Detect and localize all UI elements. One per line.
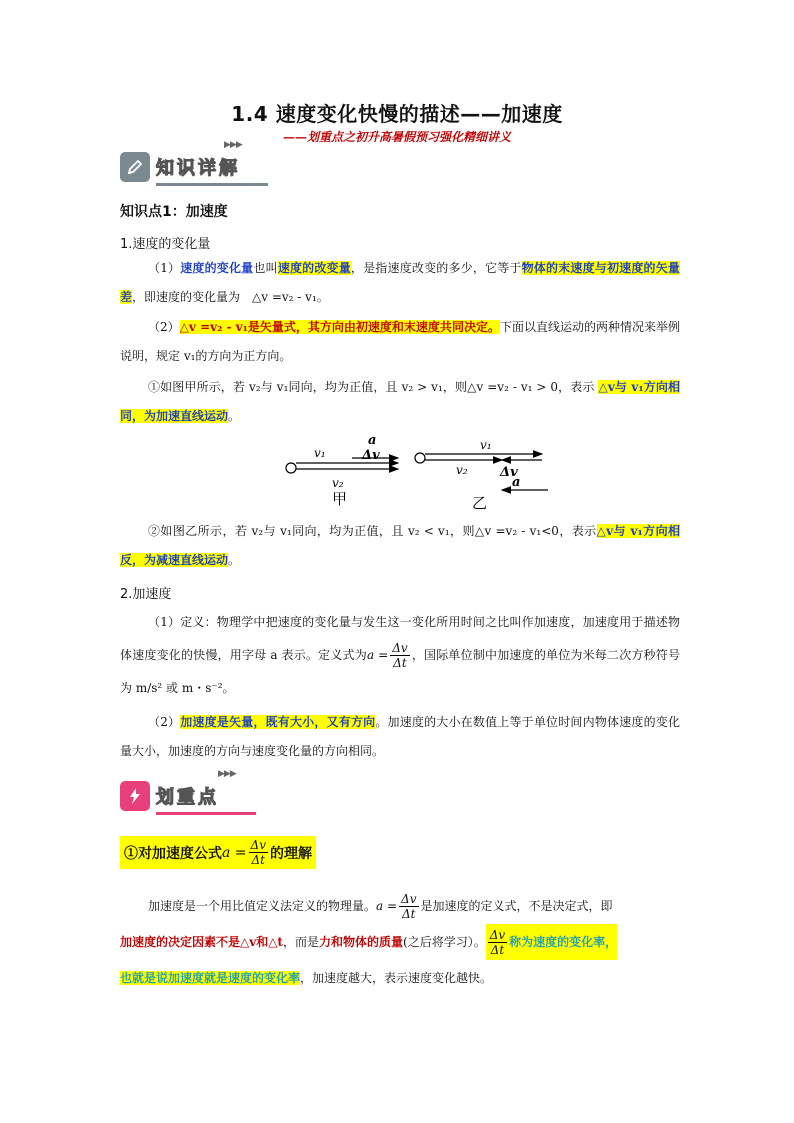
emphasis-banner	[120, 769, 236, 813]
arrows-icon: ▶▶▶	[224, 140, 242, 150]
emphasis-paragraph: 加速度是一个用比值定义法定义的物理量。a = $\frac{\Delta v}{\Delta t}$ 是加速度的定义式，不是决定式，即 加速度的决定因素不是△v和△t，而是力和物体的质量(之后将学习）。 $\frac{\Delta v}{\Delta t}$ 称为速度的变化率， 也就是说加速度就是速度的变化率，加速度越大，表示速度变化越快。	[120, 892, 618, 985]
velocity-diagram	[280, 432, 550, 518]
knowledge-banner-label: 知识详解	[156, 158, 240, 179]
fraction-dv-dt: $\frac{\Delta v}{\Delta t}$	[392, 641, 408, 670]
fraction-dv-dt: $\frac{\Delta v}{\Delta t}$	[401, 892, 417, 921]
ball-right	[415, 453, 425, 463]
label-dv-left: Δv	[362, 448, 380, 463]
fraction-dv-dt: $\frac{\Delta v}{\Delta t}$	[489, 928, 506, 957]
banner-underline	[156, 812, 256, 815]
label-v2-left: v₂	[332, 476, 344, 490]
lightning-icon	[120, 781, 150, 811]
label-dv-right: Δv	[500, 465, 518, 480]
knowledge-point-heading: 知识点1：加速度	[120, 204, 228, 220]
page-title: 1.4 速度变化快慢的描述——加速度	[231, 102, 563, 126]
emphasis-banner-label: 划重点	[156, 787, 219, 808]
formula-understanding-box: ①对加速度公式 a = $\frac{\Delta v}{\Delta t}$ 的理解	[120, 836, 316, 869]
fraction-dv-dt: $\frac{\Delta v}{\Delta t}$	[250, 838, 266, 867]
label-v1-right: v₁	[480, 438, 492, 452]
section1-paragraph-3: ①如图甲所示，若 v₂与 v₁同向，均为正值，且 v₂ > v₁，则△v =v₂ - v₁ > 0，表示 △v与 v₁方向相同，为加速直线运动。	[120, 380, 680, 423]
pencil-icon	[120, 152, 150, 182]
section1-paragraph-1: （1）速度的变化量也叫速度的改变量，是指速度改变的多少，它等于物体的末速度与初速度的矢量差，即速度的变化量为 △v =v₂ - v₁。	[120, 261, 680, 304]
label-a-right: a	[512, 475, 521, 490]
section1-heading: 1.速度的变化量	[120, 237, 211, 252]
velocity-diagram-svg	[280, 432, 550, 514]
arrows-icon: ▶▶▶	[218, 769, 236, 779]
caption-right: 乙	[472, 494, 488, 512]
rate-of-change-highlight: $\frac{\Delta v}{\Delta t}$ 称为速度的变化率，	[486, 924, 617, 960]
section1-paragraph-2: （2）△v =v₂ - v₁是矢量式，其方向由初速度和末速度共同决定。下面以直线运动的两种情况来举例说明，规定 v₁的方向为正方向。	[120, 320, 680, 363]
section2-heading: 2.加速度	[120, 587, 172, 602]
label-a-left: a	[368, 433, 377, 448]
page-subtitle: ——划重点之初升高暑假预习强化精细讲义	[282, 130, 511, 144]
section1-paragraph-4: ②如图乙所示，若 v₂与 v₁同向，均为正值，且 v₂ < v₁，则△v =v₂ - v₁<0，表示△v与 v₁方向相反，为减速直线运动。	[120, 524, 680, 567]
knowledge-banner	[120, 140, 242, 184]
caption-left: 甲	[332, 490, 348, 508]
section2-paragraph-1: （1）定义：物理学中把速度的变化量与发生这一变化所用时间之比叫作加速度，加速度用于描述物体速度变化的快慢，用字母 a 表示。定义式为a = $\frac{\Delta v}{\Delta t}$ ，国际单位制中加速度的单位为米每二次方秒符号为 m/s² 或 m・s⁻²。	[120, 615, 680, 695]
ball-left	[286, 463, 296, 473]
label-v2-right: v₂	[456, 463, 468, 477]
section2-paragraph-2: （2）加速度是矢量，既有大小，又有方向。加速度的大小在数值上等于单位时间内物体速度的变化量大小，加速度的方向与速度变化量的方向相同。	[120, 715, 680, 758]
label-v1-left: v₁	[314, 446, 326, 460]
banner-underline	[156, 183, 268, 186]
